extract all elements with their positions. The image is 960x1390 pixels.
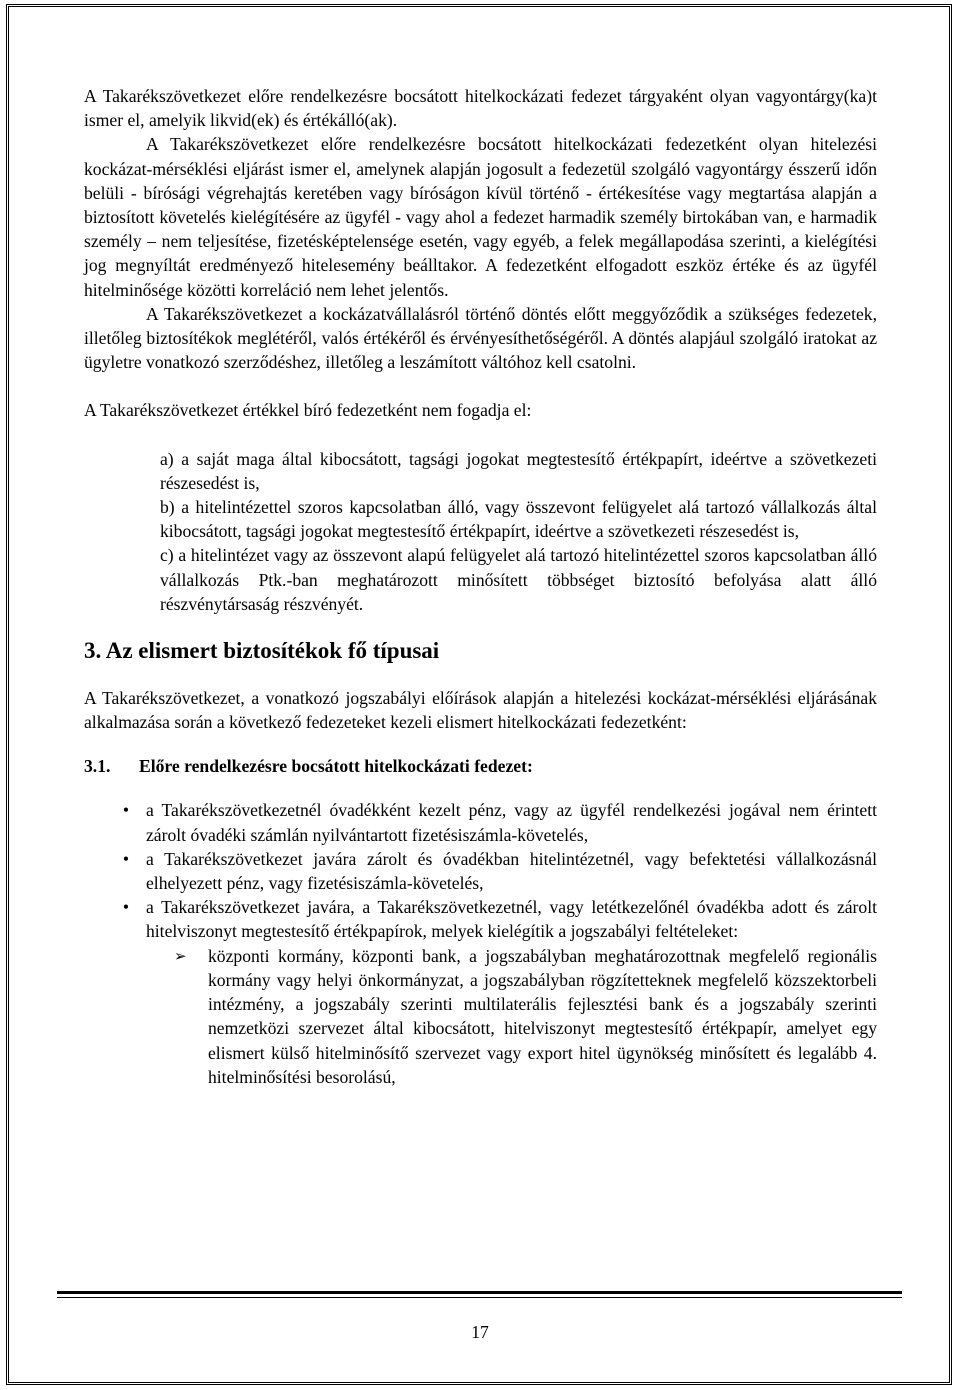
bullet-icon: • xyxy=(122,848,130,869)
exclusion-list xyxy=(160,447,877,616)
bullet-list xyxy=(122,798,877,1088)
bullet-icon: • xyxy=(122,800,130,821)
subsection-number: 3.1. xyxy=(84,756,111,777)
paragraph: A Takarékszövetkezet előre rendelkezésre bocsátott hitelkockázati fedezet tárgyaként olyan vagyontárgy(ka)t ismer el, amelyik likvid(ek) és értékálló(ak). xyxy=(84,86,877,131)
paragraph: A Takarékszövetkezet a kockázatvállalásról történő döntés előtt meggyőződik a szükséges fedezetek, illetőleg biztosítékok meglétéről, valós értékéről és érvényesíthetőségéről. A döntés alapjául szolgáló iratokat az ügyletre vonatkozó szerződéshez, illetőleg a leszámított váltóhoz kell csatolni. xyxy=(84,303,877,373)
paragraph: A Takarékszövetkezet, a vonatkozó jogszabályi előírások alapján a hitelezési kockázat-mérséklési eljárásának alkalmazása során a következő fedezeteket kezeli elismert hitelkockázati fedezetként: xyxy=(84,688,877,733)
list-item: c) a hitelintézet vagy az összevont alapú felügyelet alá tartozó hitelintézettel szoros kapcsolatban álló vállalkozás Ptk.-ban meghatározott minősített többséget biztosító befolyása alatt álló részvénytársaság részvényét. xyxy=(160,545,877,614)
list-item: a) a saját maga által kibocsátott, tagsági jogokat megtestesítő értékpapírt, ideértve a szövetkezeti részesedést is, xyxy=(160,448,877,493)
list-item xyxy=(122,847,877,895)
page-number: 17 xyxy=(471,1322,489,1342)
paragraph: A Takarékszövetkezet előre rendelkezésre bocsátott hitelkockázati fedezetként olyan hitelezési kockázat-mérséklési eljárást ismer el, amelynek alapján jogosult a fedezetül szolgáló vagyontárgy ésszerű időn belüli - bírósági végrehajtás keretében vagy bíróságon kívül történő - értékesítése vagy megtartása alapján a biztosított követelés kielégítésére az ügyfél - vagy ahol a fedezet harmadik személy birtokában van, e harmadik személy – nem teljesítése, fizetésképtelensége esetén, vagy egyéb, a felek megállapodása szerinti, a kielégítési jog megnyíltát eredményező hitelesemény beálltakor. A fedezetként elfogadott eszköz értéke és az ügyfél hitelminősége közötti korreláció nem lehet jelentős. xyxy=(84,134,877,300)
subsection-heading xyxy=(84,754,877,778)
list-item-text: a Takarékszövetkezet javára zárolt és óvadékban hitelintézetnél, vagy befektetési vállalkozásnál elhelyezett pénz, vagy fizetésiszámla-követelés, xyxy=(146,848,877,894)
subsection-title: Előre rendelkezésre bocsátott hitelkockázati fedezet: xyxy=(139,756,533,777)
sub-list-item-text: központi kormány, központi bank, a jogszabályban meghatározottnak megfelelő regionális kormány vagy helyi önkormányzat, a jogszabályban rögzítetteknek megfelelő közszektorbeli intézmény, a jogszabály szerinti multilaterális fejlesztési bank és a jogszabály szerinti nemzetközi szervezet által kibocsátott, hitelviszonyt megtestesítő értékpapír, amelyet egy elismert külső hitelminősítő szervezet vagy export hitel ügynökség minősített és legalább 4. hitelminősítési besorolású, xyxy=(208,945,877,1087)
document-body xyxy=(84,84,877,1089)
footer-rule xyxy=(57,1291,902,1298)
list-item xyxy=(122,798,877,846)
paragraph: A Takarékszövetkezet értékkel bíró fedezetként nem fogadja el: xyxy=(84,400,532,421)
list-item: b) a hitelintézettel szoros kapcsolatban álló, vagy összevont felügyelet alá tartozó vállalkozás által kibocsátott, tagsági jogokat megtestesítő értékpapírt, ideértve a szövetkezeti részesedést is, xyxy=(160,497,877,542)
bullet-icon: • xyxy=(122,897,130,918)
arrow-bullet-icon: ➢ xyxy=(174,946,187,965)
list-item xyxy=(122,895,877,943)
sub-list-item xyxy=(174,944,877,1089)
section-heading: 3. Az elismert biztosítékok fő típusai xyxy=(84,638,440,664)
list-item-text: a Takarékszövetkezet javára, a Takarékszövetkezetnél, vagy letétkezelőnél óvadékba adott és zárolt hitelviszonyt megtestesítő értékpapírok, melyek kielégítik a jogszabályi feltételeket: xyxy=(146,897,877,942)
list-item-text: a Takarékszövetkezetnél óvadékként kezelt pénz, vagy az ügyfél rendelkezési jogával nem érintett zárolt óvadéki számlán nyilvántartott fizetésiszámla-követelés, xyxy=(146,800,877,845)
